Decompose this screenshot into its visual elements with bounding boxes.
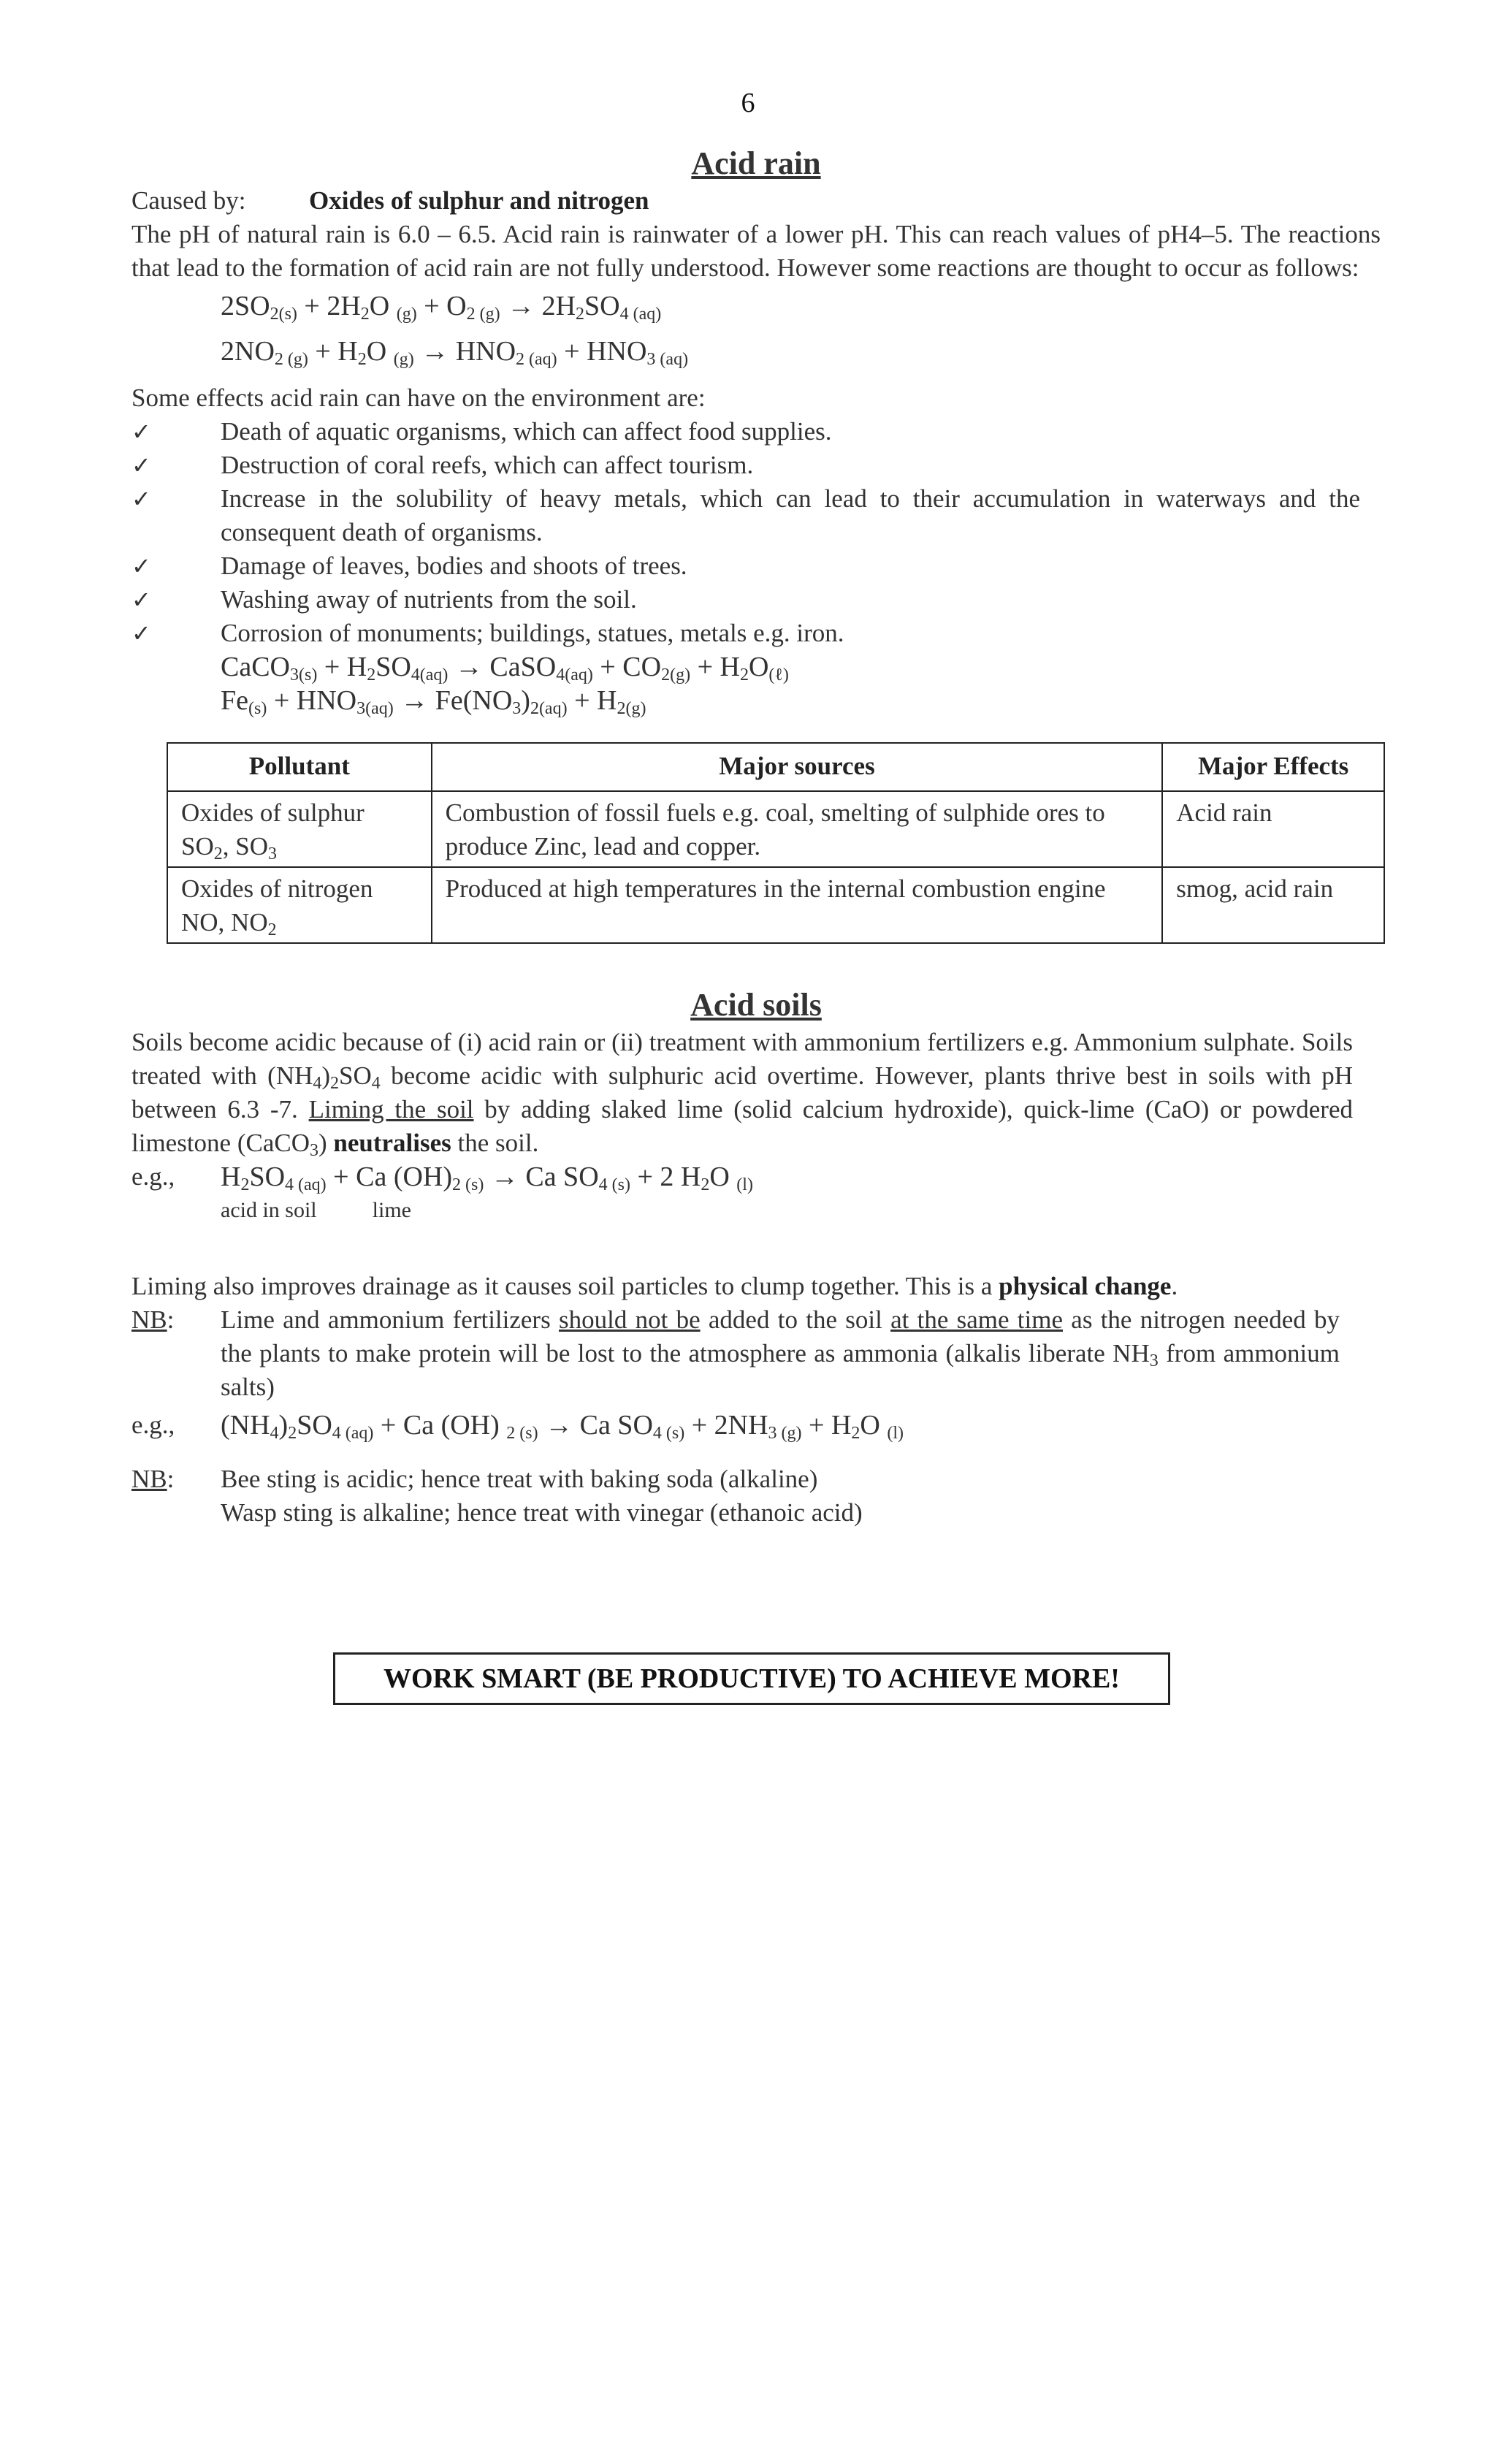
nb-label: NB bbox=[131, 1305, 167, 1334]
check-icon: ✓ bbox=[131, 619, 151, 647]
table-header: Major Effects bbox=[1162, 743, 1384, 791]
nb-row-1: NB: Lime and ammonium fertilizers should not be added to the soil at the same time as the nitrogen needed by the plants to make protein will be lost to the atmosphere as ammonia (alkalis liberate $NH_3$ from ammonium salts) bbox=[131, 1303, 1381, 1404]
nb-label: NB bbox=[131, 1465, 167, 1493]
table-cell: Oxides of sulphur $SO_2$, $SO_3$ bbox=[167, 791, 432, 867]
example-row bbox=[131, 1160, 1381, 1194]
nb-row-2: NB: Bee sting is acidic; hence treat with baking soda (alkaline) Wasp sting is alkaline; hence treat with vinegar (ethanoic acid) bbox=[131, 1462, 1381, 1530]
list-item: ✓ Increase in the solubility of heavy metals, which can lead to their accumulation in waterways and the consequent death of organisms. bbox=[131, 482, 1381, 549]
check-icon: ✓ bbox=[131, 485, 151, 513]
equation-so2: $2SO_{2(s)} + 2H_2O$ $_{(g)} + O_{2 (g)} \to 2H_2SO_{4 (aq)}$ bbox=[221, 291, 662, 324]
table-header: Pollutant bbox=[167, 743, 432, 791]
pollutant-table bbox=[167, 742, 1385, 944]
nb-text-2: Bee sting is acidic; hence treat with baking soda (alkaline) Wasp sting is alkaline; hence treat with vinegar (ethanoic acid) bbox=[221, 1465, 863, 1527]
equation-labels: acid in soil lime bbox=[221, 1198, 411, 1222]
effects-list bbox=[131, 415, 1381, 650]
effects-intro: Some effects acid rain can have on the environment are: bbox=[131, 384, 706, 412]
liming-paragraph: Liming also improves drainage as it causes soil particles to clump together. This is a physical change. bbox=[131, 1272, 1178, 1300]
list-item: ✓ Washing away of nutrients from the soil. bbox=[131, 583, 1381, 617]
acid-rain-intro: The pH of natural rain is 6.0 – 6.5. Acid rain is rainwater of a lower pH. This can reach values of pH4–5. The reactions that lead to the formation of acid rain are not fully understood. However some reactions are thought to occur as follows: bbox=[131, 220, 1381, 282]
table-row bbox=[167, 791, 1384, 867]
acid-rain-title: Acid rain bbox=[691, 145, 821, 181]
table-cell: Acid rain bbox=[1162, 791, 1384, 867]
equation-caco3: CaCO$_{3(s)}$ + $H_2SO_{4(aq)}$ → CaSO$_{4(aq)}$ + $CO_{2(g)} + H_2O_{(\ell)}$ bbox=[221, 652, 789, 684]
check-icon: ✓ bbox=[131, 418, 151, 446]
page-content bbox=[131, 0, 1381, 1530]
equation-ammonia: $(NH_4)_2SO_{4 (aq)} + Ca$ (OH) $_{2 (s)}$ → Ca $SO_{4 (s)} + 2NH_{3 (g)} + H_2O$ $_{(l)}$ bbox=[221, 1410, 904, 1443]
table-header: Major sources bbox=[432, 743, 1163, 791]
eg-label: e.g., bbox=[131, 1162, 175, 1191]
list-item: ✓ Destruction of coral reefs, which can affect tourism. bbox=[131, 449, 1381, 482]
equation-iron: $Fe_{(s)} + HNO_{3(aq)} \to Fe(NO_3)_{2(aq)} + H_{2(g)}$ bbox=[221, 685, 646, 718]
page-number: 6 bbox=[741, 88, 755, 118]
equation-no2: $2NO_{2 (g)} + H_2O$ $_{(g)} \to HNO_{2 (aq)} + HNO_{3 (aq)}$ bbox=[221, 336, 689, 369]
table-cell: smog, acid rain bbox=[1162, 867, 1384, 943]
motto-box: WORK SMART (BE PRODUCTIVE) TO ACHIEVE MORE! bbox=[333, 1652, 1170, 1705]
formula: $SO_2$, $SO_3$ bbox=[181, 832, 277, 863]
check-icon: ✓ bbox=[131, 586, 151, 614]
formula: NO, $NO_2$ bbox=[181, 908, 277, 939]
nb-text-1: Lime and ammonium fertilizers should not be added to the soil at the same time as the nitrogen needed by the plants to make protein will be lost to the atmosphere as ammonia (alkalis liberate $NH_3$ from ammonium salts) bbox=[221, 1305, 1340, 1401]
acid-soils-title: Acid soils bbox=[690, 987, 822, 1023]
table-cell: Produced at high temperatures in the internal combustion engine bbox=[432, 867, 1163, 943]
caused-by-row bbox=[131, 184, 1381, 218]
equation-liming: $H_2SO_{4 (aq)} + Ca$ $(OH)_{2 (s)} \to Ca$ $SO_{4 (s)} + 2$ $H_2O$ $_{(l)}$ bbox=[221, 1162, 753, 1194]
table-row bbox=[167, 867, 1384, 943]
list-item: ✓ Death of aquatic organisms, which can affect food supplies. bbox=[131, 415, 1381, 449]
check-icon: ✓ bbox=[131, 451, 151, 479]
check-icon: ✓ bbox=[131, 552, 151, 580]
eg-label: e.g., bbox=[131, 1411, 175, 1439]
list-item: ✓ Corrosion of monuments; buildings, statues, metals e.g. iron. bbox=[131, 617, 1381, 650]
example-row-2 bbox=[131, 1408, 1381, 1442]
table-header-row bbox=[167, 743, 1384, 791]
table-cell: Combustion of fossil fuels e.g. coal, smelting of sulphide ores to produce Zinc, lead and copper. bbox=[432, 791, 1163, 867]
acid-soils-paragraph: Soils become acidic because of (i) acid rain or (ii) treatment with ammonium fertilizers e.g. Ammonium sulphate. Soils treated with $(NH_4)_2SO_4$ become acidic with sulphuric acid overtime. However, plants thrive best in soils with pH between 6.3 -7. Liming the soil by adding slaked lime (solid calcium hydroxide), quick-lime (CaO) or powdered limestone (CaCO$_3$) neutralises the soil. bbox=[131, 1028, 1353, 1160]
table-cell: Oxides of nitrogen NO, $NO_2$ bbox=[167, 867, 432, 943]
caused-by-value: Oxides of sulphur and nitrogen bbox=[309, 186, 649, 215]
list-item: ✓ Damage of leaves, bodies and shoots of trees. bbox=[131, 549, 1381, 583]
caused-by-label: Caused by: bbox=[131, 186, 246, 215]
